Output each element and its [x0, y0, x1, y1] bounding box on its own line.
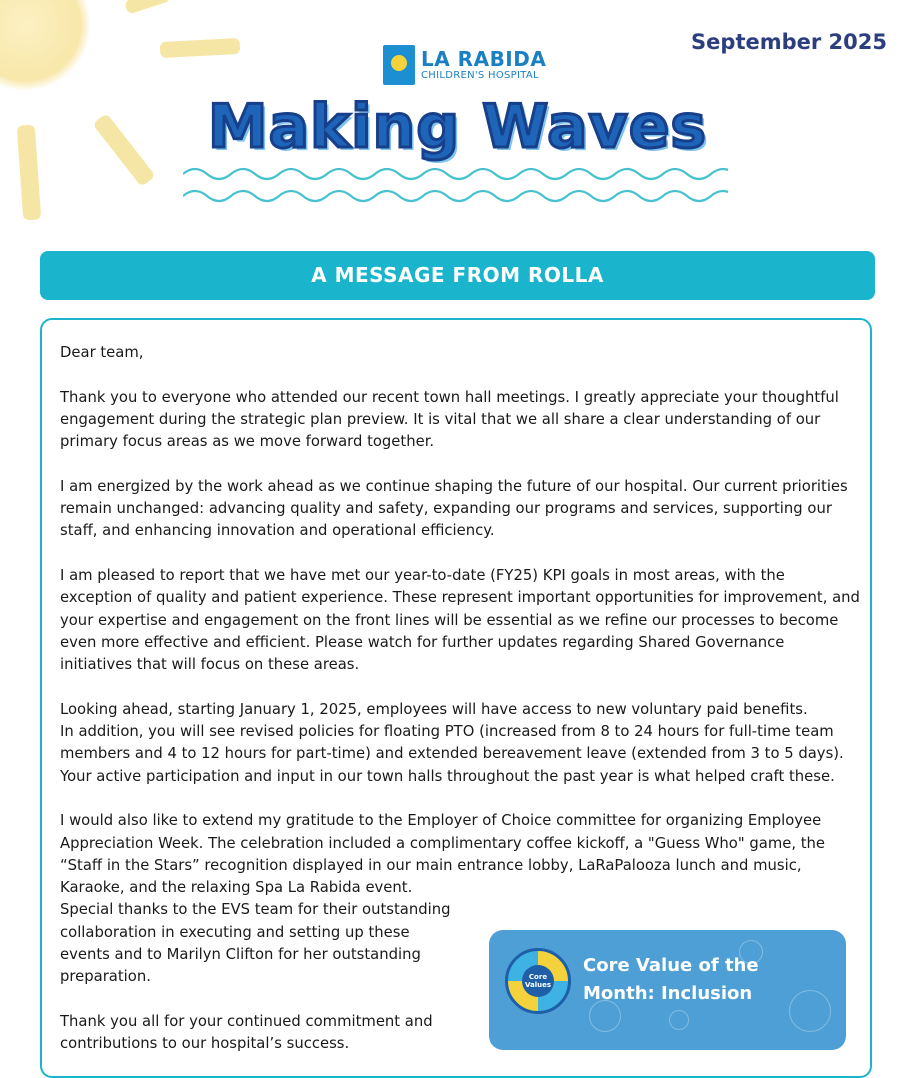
sun-decoration — [0, 0, 90, 90]
sun-ray — [124, 0, 171, 15]
core-value-title: Core Value of the Month: Inclusion — [583, 955, 759, 1004]
logo-name: LA RABIDA — [421, 47, 547, 71]
letter-greeting: Dear team, — [60, 344, 144, 361]
letter-paragraph: Thank you all for your continued commitment and contributions to our hospital’s success. — [60, 1012, 433, 1053]
letter-paragraph: In addition, you will see revised policies for floating PTO (increased from 8 to 24 hours for full-time team members and 4 to 12 hours for part-time) and extended bereavement leave (extended from 3 to 5 days). Your active participation and input in our town halls throughout the past year is what helped craft these. — [60, 723, 844, 785]
logo-icon — [383, 45, 415, 85]
core-values-badge-text: Core Values — [522, 965, 554, 997]
letter-paragraph: Thank you to everyone who attended our recent town hall meetings. I greatly appreciate your thoughtful engagement during the strategic plan preview. It is vital that we all share a clear understanding of our primary focus areas as we move forward together. — [60, 388, 839, 451]
section-banner: A MESSAGE FROM ROLLA — [40, 251, 875, 300]
letter-paragraph: Special thanks to the EVS team for their outstanding collaboration in executing and setting up these events and to Marilyn Clifton for her outstanding preparation. — [60, 901, 451, 986]
letter-paragraph: I am energized by the work ahead as we continue shaping the future of our hospital. Our current priorities remain unchanged: advancing quality and safety, expanding our programs and services, supporting our staff, and enhancing innovation and operational efficiency. — [60, 477, 848, 540]
waves-icon — [183, 160, 728, 208]
issue-date: September 2025 — [691, 30, 887, 54]
core-values-badge-icon — [505, 948, 571, 1014]
letter-paragraph: Looking ahead, starting January 1, 2025, employees will have access to new voluntary paid benefits. — [60, 700, 808, 718]
newsletter-title: Making Waves — [207, 92, 708, 162]
letter-paragraph: I would also like to extend my gratitude to the Employer of Choice committee for organizing Employee Appreciation Week. The celebration included a complimentary coffee kickoff, a "Guess Who" game, the “Staff in the Stars” recognition displayed in our main entrance lobby, LaRaPalooza lunch and music, Karaoke, and the relaxing Spa La Rabida event. — [60, 812, 826, 897]
bubble-decoration — [669, 1010, 689, 1030]
core-value-card — [489, 930, 846, 1050]
logo-subtitle: CHILDREN'S HOSPITAL — [421, 70, 539, 81]
sun-ray — [160, 38, 241, 58]
letter-paragraph: I am pleased to report that we have met our year-to-date (FY25) KPI goals in most areas, with the exception of quality and patient experience. These represent important opportunities for improvement, and your expertise and engagement on the front lines will be essential as we refine our processes to become even more effective and efficient. Please watch for further updates regarding Shared Governance initiatives that will focus on these areas. — [60, 566, 860, 674]
hospital-logo — [383, 45, 546, 85]
